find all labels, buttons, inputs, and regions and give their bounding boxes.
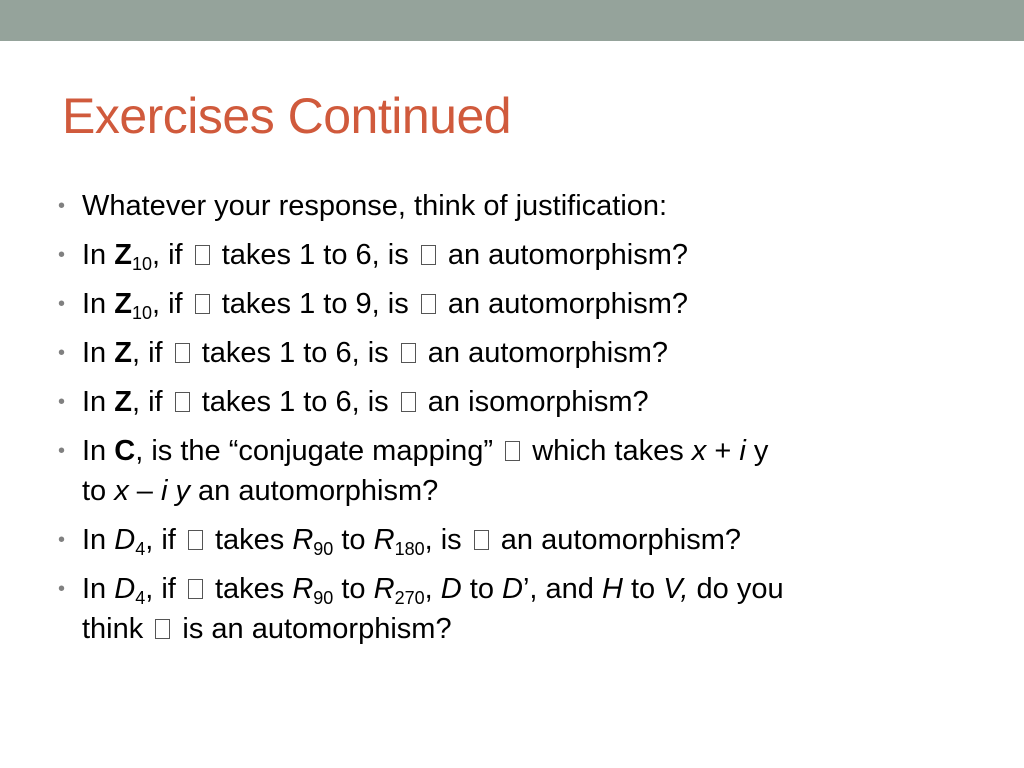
text-run: to (622, 573, 664, 605)
bullet-item-6 (58, 431, 958, 511)
subscript: 10 (131, 254, 152, 274)
subscript: 90 (313, 588, 334, 608)
math-variable: R (292, 524, 314, 556)
missing-glyph-box-icon (195, 294, 210, 314)
text-run: is an automorphism? (174, 613, 452, 645)
text-run: an automorphism? (439, 239, 689, 271)
text-run: In (82, 386, 115, 418)
bullet-item-2 (58, 235, 958, 275)
missing-glyph-box-icon (421, 294, 436, 314)
text-run: takes 1 to 6, is (193, 337, 397, 369)
math-variable: x (691, 435, 707, 467)
text-run: to (461, 573, 503, 605)
text-run: which takes (524, 435, 692, 467)
text-run: , if (145, 524, 184, 556)
math-symbol-bold: Z (114, 239, 132, 271)
slide-title: Exercises Continued (62, 88, 512, 144)
math-variable: R (373, 524, 395, 556)
text-run: an automorphism? (419, 337, 668, 369)
missing-glyph-box-icon (175, 392, 190, 412)
text-run: an automorphism? (190, 475, 439, 507)
text-run: y (745, 435, 769, 467)
bullet-item-7 (58, 520, 958, 560)
missing-glyph-box-icon (505, 441, 520, 461)
subscript: 4 (135, 588, 146, 608)
text-run: takes 1 to 6, is (213, 239, 417, 271)
text-run: , if (152, 288, 191, 320)
text-run: , if (145, 573, 184, 605)
text-run: to (333, 573, 374, 605)
missing-glyph-box-icon (195, 245, 210, 265)
text-run: , if (152, 239, 191, 271)
text-run: takes 1 to 6, is (193, 386, 397, 418)
text-run: In (82, 524, 115, 556)
subscript: 90 (313, 539, 334, 559)
text-run: takes 1 to 9, is (213, 288, 417, 320)
text-run: ’, and (522, 573, 602, 605)
missing-glyph-box-icon (155, 619, 170, 639)
math-variable: D (440, 573, 462, 605)
missing-glyph-box-icon (188, 530, 203, 550)
subscript: 180 (394, 539, 425, 559)
text-run: , if (131, 386, 171, 418)
text-run: In (82, 288, 115, 320)
text-run: , is the “conjugate mapping” (135, 435, 502, 467)
text-run: think (82, 613, 152, 645)
missing-glyph-box-icon (401, 343, 416, 363)
text-run: In (82, 435, 115, 467)
text-run: + (706, 435, 740, 467)
text-run: an automorphism? (439, 288, 689, 320)
missing-glyph-box-icon (188, 579, 203, 599)
subscript: 4 (135, 539, 146, 559)
math-symbol-bold: Z (114, 337, 132, 369)
bullet-item-1 (58, 186, 958, 226)
text-run: to (333, 524, 374, 556)
math-symbol-bold: Z (114, 288, 132, 320)
text-run: do you (688, 573, 784, 605)
text-run: – (128, 475, 161, 507)
text-run: , if (131, 337, 171, 369)
text-run: , (424, 573, 441, 605)
missing-glyph-box-icon (175, 343, 190, 363)
text-run: to (82, 475, 115, 507)
math-symbol-bold: C (114, 435, 136, 467)
math-variable: i (739, 435, 746, 467)
math-variable: R (292, 573, 314, 605)
text-run: , is (424, 524, 470, 556)
subscript: 270 (394, 588, 425, 608)
text-run: In (82, 337, 115, 369)
text-run: In (82, 573, 115, 605)
text-run: Whatever your response, think of justification: (82, 190, 668, 222)
missing-glyph-box-icon (421, 245, 436, 265)
text-run: an isomorphism? (419, 386, 649, 418)
bullet-item-3 (58, 284, 958, 324)
math-variable: x (114, 475, 129, 507)
text-run: In (82, 239, 115, 271)
math-variable: D (114, 524, 136, 556)
bullet-list (58, 186, 958, 658)
math-symbol-bold: Z (114, 386, 132, 418)
bullet-item-5 (58, 382, 958, 422)
math-variable: R (373, 573, 395, 605)
math-variable: V, (663, 573, 689, 605)
math-variable: D (114, 573, 136, 605)
math-variable: H (601, 573, 623, 605)
text-run: takes (206, 573, 293, 605)
math-variable: i y (161, 475, 190, 507)
subscript: 10 (131, 303, 152, 323)
missing-glyph-box-icon (474, 530, 489, 550)
math-variable: D (502, 573, 523, 605)
bullet-item-8 (58, 569, 958, 649)
missing-glyph-box-icon (401, 392, 416, 412)
text-run: an automorphism? (492, 524, 741, 556)
top-accent-band (0, 0, 1024, 41)
text-run: takes (206, 524, 293, 556)
bullet-item-4 (58, 333, 958, 373)
